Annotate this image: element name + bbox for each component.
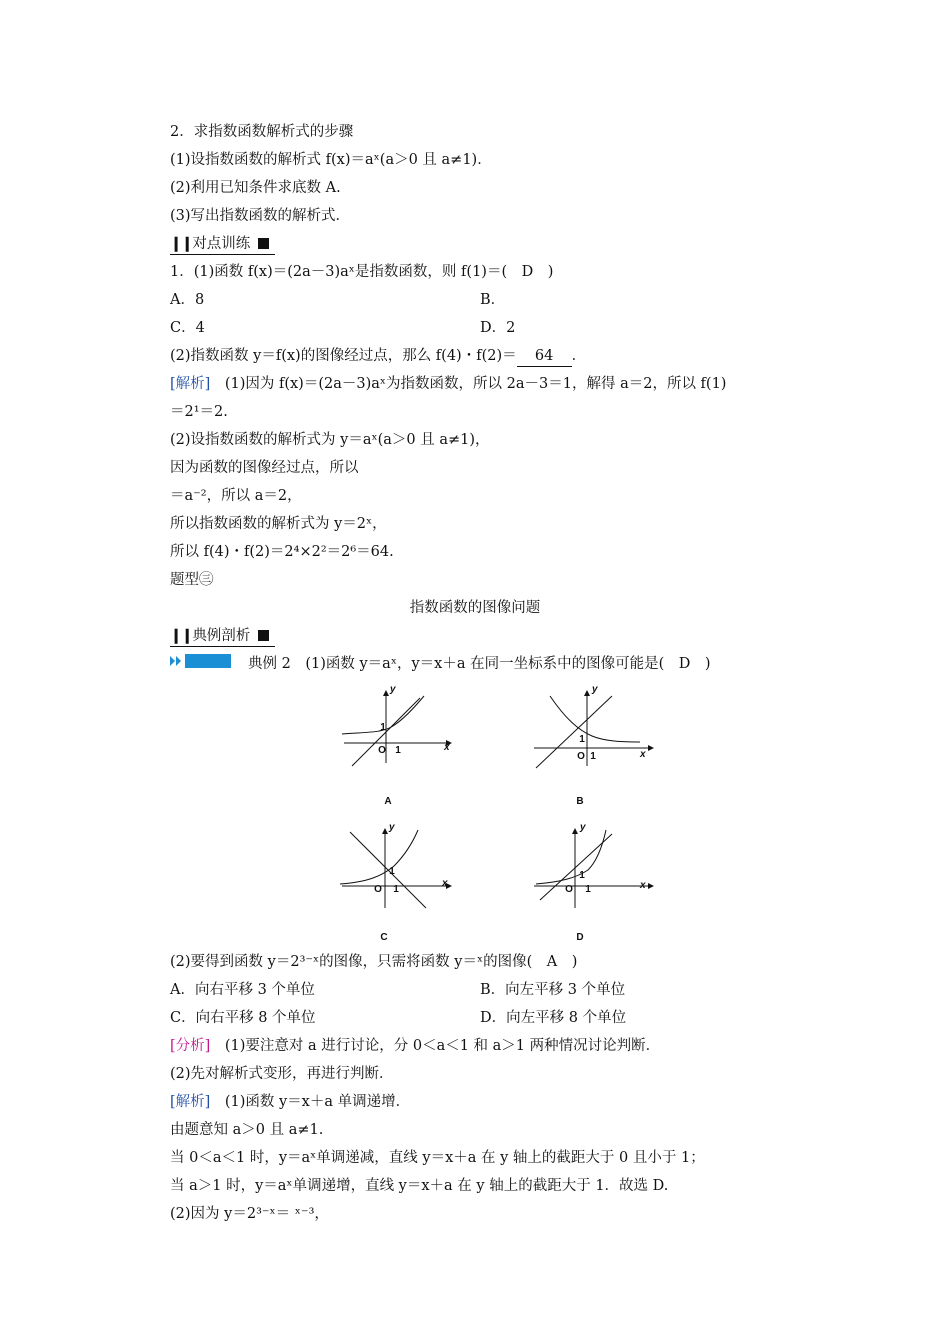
step-2: (2)利用已知条件求底数 A. <box>170 180 341 196</box>
solution-tag: [解析] <box>170 376 211 392</box>
q2-option-c: C．向右平移 8 个单位 <box>170 1010 316 1026</box>
square-icon <box>258 238 269 249</box>
graph-a-one-x: 1 <box>395 745 401 756</box>
graph-a-one-y: 1 <box>380 722 386 733</box>
bars-icon: ❙❙ <box>170 627 193 644</box>
explain-1 <box>170 1092 410 1112</box>
graph-b-label: B <box>576 796 584 807</box>
analysis-2: (2)先对解析式变形，再进行判断． <box>170 1066 394 1082</box>
graph-b-one-y: 1 <box>579 734 585 745</box>
solution-6: 所以 f(4)・f(2)＝2⁴×2²＝2⁶＝64. <box>170 544 394 560</box>
option-d: D．2 <box>480 320 516 336</box>
graph-b-one-x: 1 <box>590 751 596 762</box>
graph-b-origin: O <box>577 751 585 762</box>
graph-a <box>338 688 454 768</box>
solution-3: 因为函数的图像经过点，所以 <box>170 460 359 476</box>
solution-1-text: (1)因为 f(x)＝(2a－3)aˣ为指数函数，所以 2a－3＝1，解得 a＝2，所以 f(1) <box>210 376 727 392</box>
question-1: 1．(1)函数 f(x)＝(2a－3)aˣ是指数函数，则 f(1)＝( D ) <box>170 264 554 280</box>
graph-d-label: D <box>576 932 584 943</box>
graph-d <box>530 826 656 910</box>
step-1: (1)设指数函数的解析式 f(x)＝aˣ(a＞0 且 a≠1)． <box>170 152 492 168</box>
graph-a-label: A <box>384 796 392 807</box>
graph-d-x: x <box>640 880 646 891</box>
solution-1 <box>170 374 726 394</box>
graph-a-y: y <box>390 684 396 695</box>
square-icon <box>258 630 269 641</box>
q2-option-d: D．向左平移 8 个单位 <box>480 1010 627 1026</box>
q1p2-end: ． <box>571 348 587 364</box>
q1p2-text: (2)指数函数 y＝f(x)的图像经过点，那么 f(4)・f(2)＝ <box>170 348 517 364</box>
graph-d-y: y <box>580 822 586 833</box>
bars-icon: ❙❙ <box>170 235 193 252</box>
graph-a-origin: O <box>378 745 386 756</box>
explain-1-text: (1)函数 y＝x＋a 单调递增． <box>210 1094 411 1110</box>
section-examples <box>170 626 275 647</box>
option-c: C．4 <box>170 320 205 336</box>
analysis-tag: [分析] <box>170 1038 211 1054</box>
section-examples-title: 典例剖析 <box>192 628 251 644</box>
explain-3: 当 0＜a＜1 时，y＝aˣ单调递减，直线 y＝x＋a 在 y 轴上的截距大于 0 且小于 1； <box>170 1150 705 1166</box>
graph-c-x: x <box>442 878 448 889</box>
option-a: A．8 <box>170 292 205 308</box>
example-2-part2: (2)要得到函数 y＝2³⁻ˣ的图像，只需将函数 y＝ˣ的图像( A ) <box>170 954 578 970</box>
section-practice-title: 对点训练 <box>192 236 251 252</box>
solution-4: ＝a⁻²，所以 a＝2， <box>170 488 302 504</box>
answer-blank: 64 <box>517 346 572 367</box>
example-2: 典例 2 (1)函数 y＝aˣ，y＝x＋a 在同一坐标系中的图像可能是( D ) <box>248 656 711 672</box>
solution-2: (2)设指数函数的解析式为 y＝aˣ(a＞0 且 a≠1)， <box>170 432 490 448</box>
graph-c-one-y: 1 <box>389 866 395 877</box>
explain-tag: [解析] <box>170 1094 211 1110</box>
q2-option-b: B．向左平移 3 个单位 <box>480 982 626 998</box>
q2-option-a: A．向右平移 3 个单位 <box>170 982 315 998</box>
explain-5: (2)因为 y＝2³⁻ˣ＝ ˣ⁻³， <box>170 1206 329 1222</box>
analysis-1 <box>170 1036 660 1056</box>
graph-c-one-x: 1 <box>393 884 399 895</box>
graph-d-one-y: 1 <box>579 870 585 881</box>
graph-d-one-x: 1 <box>585 884 591 895</box>
arrow-badge-icon <box>170 653 232 669</box>
graph-d-origin: O <box>565 884 573 895</box>
explain-2: 由题意知 a＞0 且 a≠1. <box>170 1122 324 1138</box>
graph-c-y: y <box>389 822 395 833</box>
graph-c-origin: O <box>374 884 382 895</box>
solution-5: 所以指数函数的解析式为 y＝2ˣ， <box>170 516 387 532</box>
option-b: B． <box>480 292 506 308</box>
step-heading: 2．求指数函数解析式的步骤 <box>170 124 354 140</box>
section-practice <box>170 234 275 255</box>
graph-a-x: x <box>444 742 450 753</box>
analysis-1-text: (1)要注意对 a 进行讨论，分 0＜a＜1 和 a＞1 两种情况讨论判断． <box>210 1038 661 1054</box>
step-3: (3)写出指数函数的解析式． <box>170 208 351 224</box>
topic-title: 指数函数的图像问题 <box>409 600 541 616</box>
explain-4: 当 a＞1 时，y＝aˣ单调递增，直线 y＝x＋a 在 y 轴上的截距大于 1．故选 D. <box>170 1178 669 1194</box>
solution-1-cont: ＝2¹＝2. <box>170 404 228 420</box>
graph-b-y: y <box>592 684 598 695</box>
question-1-part2 <box>170 346 586 367</box>
graph-b-x: x <box>640 749 646 760</box>
topic-label: 题型㊂ <box>170 572 214 588</box>
graph-c-label: C <box>380 932 388 943</box>
